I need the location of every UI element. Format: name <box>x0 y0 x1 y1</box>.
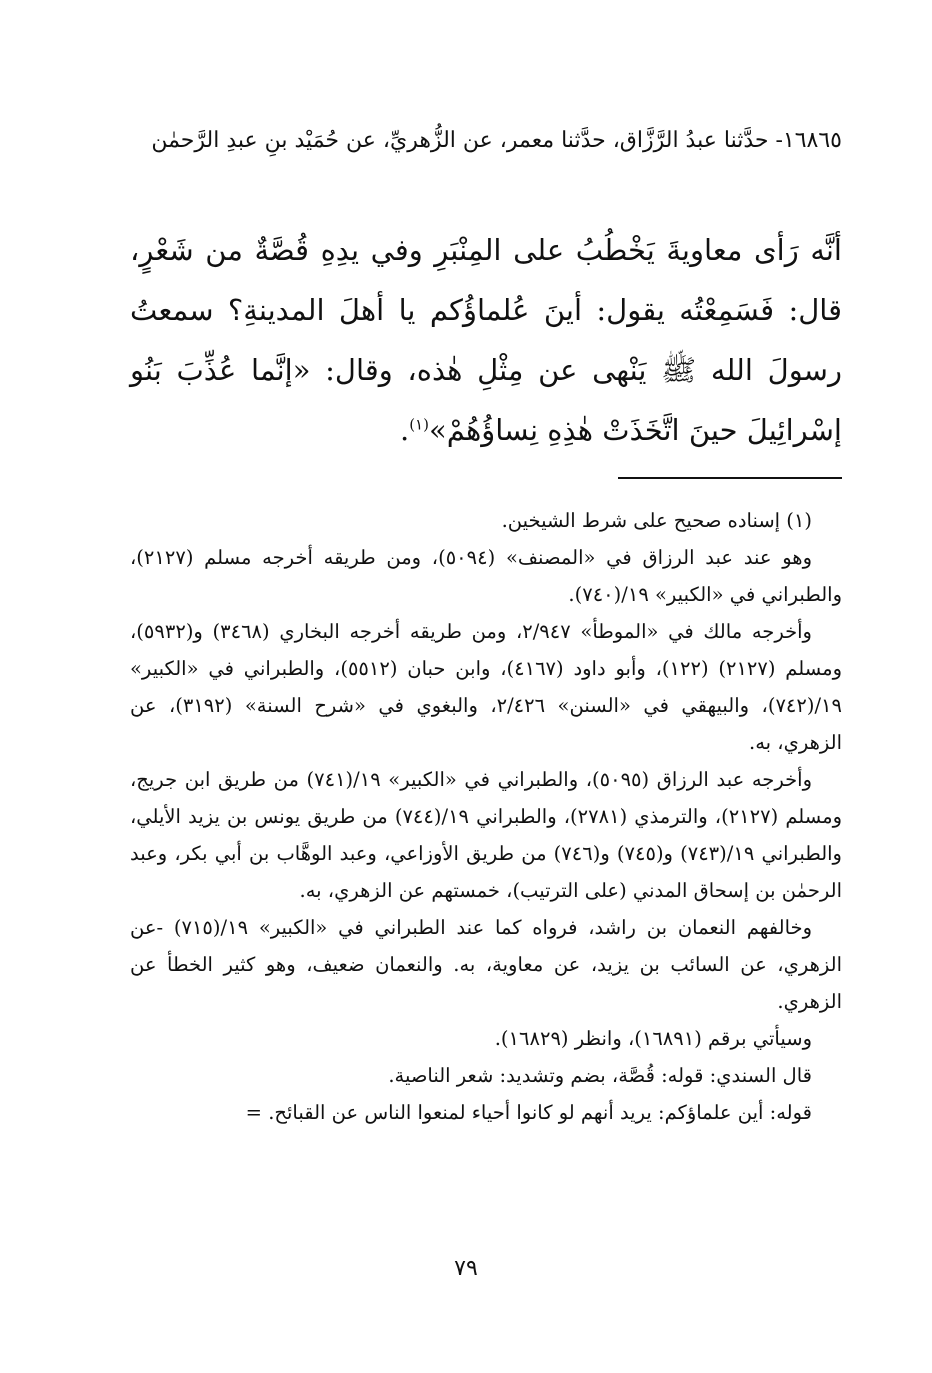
footnote-reference: (١) <box>409 415 429 434</box>
hadith-matn-text: أنَّه رَأى معاويةَ يَخْطُبُ على المِنْبَرِ وفي يدِهِ قُصَّةٌ من شَعْرٍ، قال: فَسَمِعْتُه يقول: أينَ عُلماؤُكم يا أهلَ المدينةِ؟ سمعتُ رسولَ الله ﷺ يَنْهى عن مِثْلِ هٰذه، وقال: «إنَّما عُذِّبَ بَنُو إسْرائِيلَ حينَ اتَّخَذَتْ هٰذِهِ نِساؤُهُمْ» <box>130 233 842 447</box>
footnote-paragraph: وخالفهم النعمان بن راشد، فرواه كما عند الطبراني في «الكبير» ١٩/(٧١٥) -عن الزهري، عن السائب بن يزيد، عن معاوية، به. والنعمان ضعيف، وهو كثير الخطأ عن الزهري. <box>130 916 842 1013</box>
footnote-paragraph: وأخرجه مالك في «الموطأ» ٢/٩٤٧، ومن طريقه أخرجه البخاري (٣٤٦٨) و(٥٩٣٢)، ومسلم (٢١٢٧) (١٢٢)، وأبو داود (٤١٦٧)، وابن حبان (٥٥١٢)، والطبراني في «الكبير» ١٩/(٧٤٢)، والبيهقي في «السنن» ٢/٤٢٦، والبغوي في «شرح السنة» (٣١٩٢)، عن الزهري، به. <box>130 620 842 754</box>
footnote-paragraph: قوله: أين علماؤكم: يريد أنهم لو كانوا أحياء لمنعوا الناس عن القبائح. = <box>245 1101 812 1124</box>
page-number: ٧٩ <box>454 1256 478 1281</box>
footnote-paragraph: وسيأتي برقم (١٦٨٩١)، وانظر (١٦٨٢٩). <box>494 1027 812 1050</box>
hadith-isnad: ١٦٨٦٥- حدَّثنا عبدُ الرَّزَّاق، حدَّثنا معمر، عن الزُّهريِّ، عن حُمَيْد بنِ عبدِ الرَّحمٰن <box>151 128 842 153</box>
footnote-grading: (١) إسناده صحيح على شرط الشيخين. <box>501 509 812 532</box>
hadith-end-mark: . <box>399 413 410 447</box>
footnote-paragraph: وهو عند عبد الرزاق في «المصنف» (٥٠٩٤)، ومن طريقه أخرجه مسلم (٢١٢٧)، والطبراني في «الكبير» ١٩/(٧٤٠). <box>130 546 842 606</box>
hadith-matn <box>130 220 842 460</box>
footnote-paragraph: قال السندي: قوله: قُصَّة، بضم وتشديد: شعر الناصية. <box>388 1064 812 1087</box>
footnote-paragraph: وأخرجه عبد الرزاق (٥٠٩٥)، والطبراني في «الكبير» ١٩/(٧٤١) من طريق ابن جريج، ومسلم (٢١٢٧)، والترمذي (٢٧٨١)، والطبراني ١٩/(٧٤٤) من طريق يونس بن يزيد الأيلي، والطبراني ١٩/(٧٤٣) و(٧٤٥) و(٧٤٦) من طريق الأوزاعي، وعبد الوهَّاب بن أبي بكر، وعبد الرحمٰن بن إسحاق المدني (على الترتيب)، خمستهم عن الزهري، به. <box>130 768 843 902</box>
footnotes <box>130 502 842 1131</box>
footnote-separator <box>618 477 842 479</box>
